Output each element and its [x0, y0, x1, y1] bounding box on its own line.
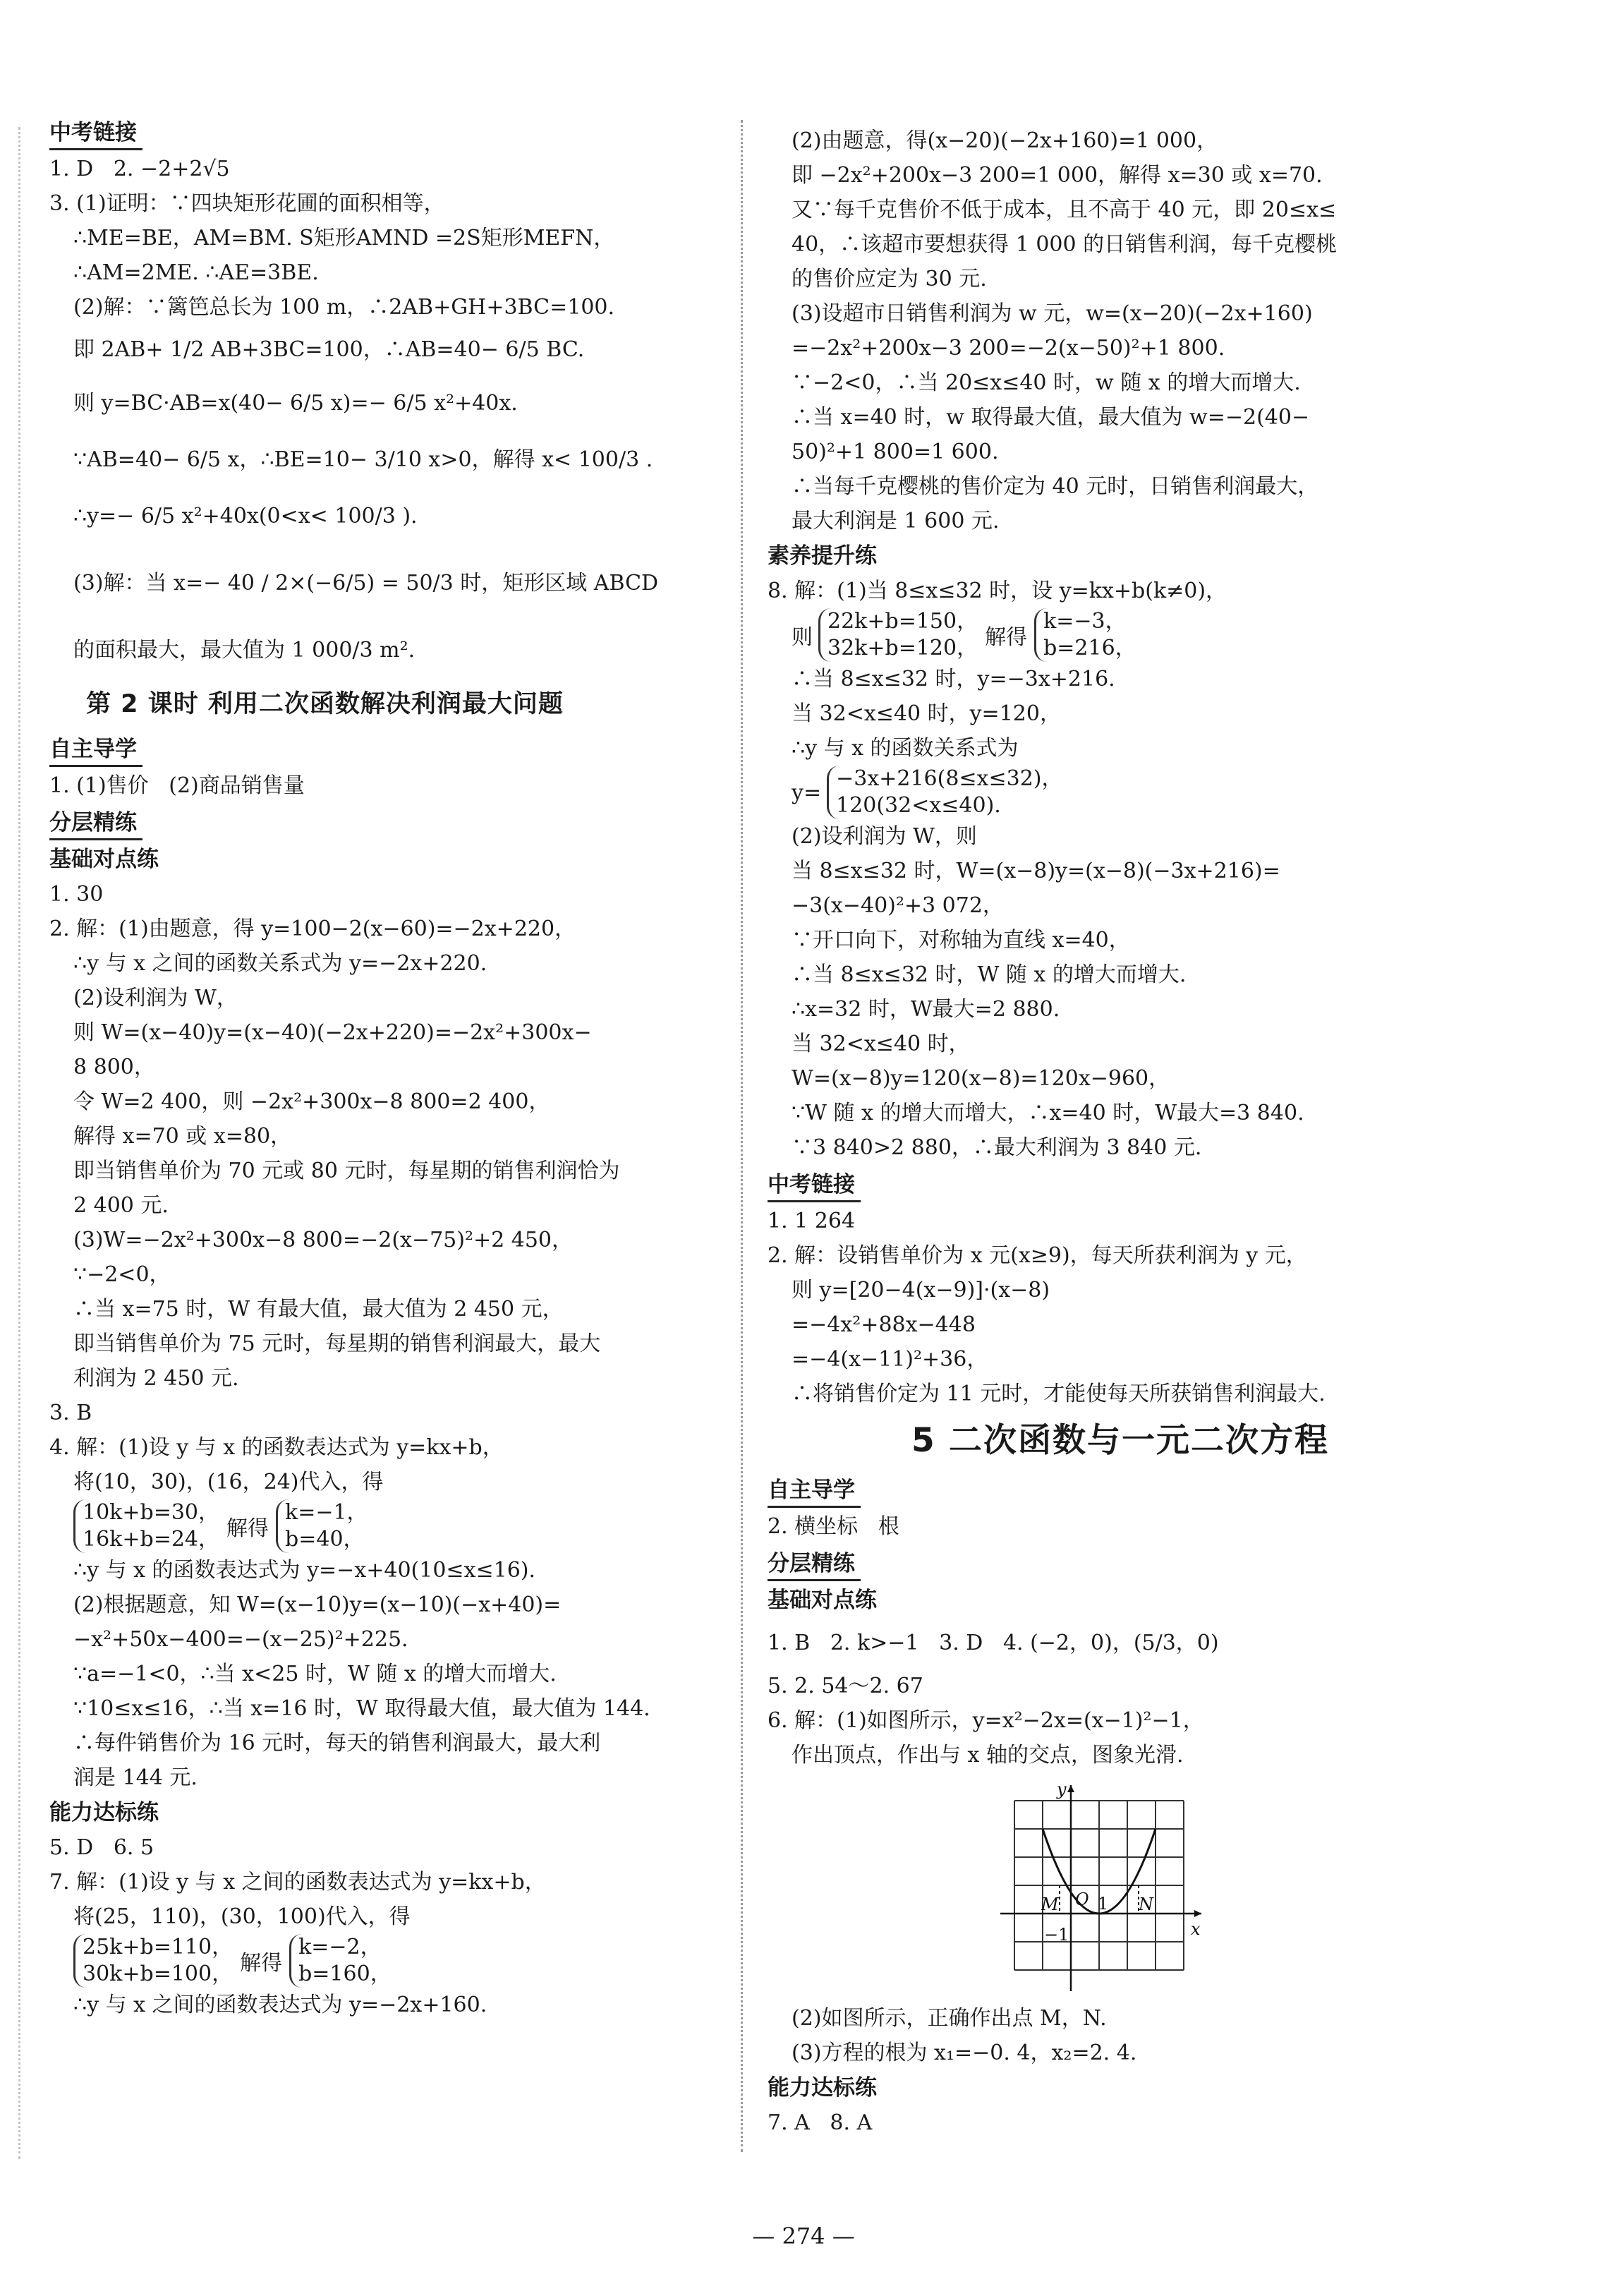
equation: 30k+b=100，: [83, 1962, 234, 1986]
x-axis-label: x: [1191, 1919, 1201, 1939]
text-line: ∴当 8≤x≤32 时，y=−3x+216.: [792, 667, 1115, 691]
page-number: — 274 —: [752, 2223, 855, 2249]
heading-nengli: 能力达标练: [49, 1800, 159, 1825]
text-line: (2)设利润为 W，: [73, 986, 238, 1010]
text-line: 即 −2x²+200x−3 200=1 000，解得 x=30 或 x=70.: [792, 163, 1323, 188]
text-line: 的面积最大，最大值为 1 000/3 m².: [73, 638, 416, 663]
text-line: 的售价应定为 30 元.: [792, 267, 987, 291]
text-line: 则 W=(x−40)y=(x−40)(−2x+220)=−2x²+300x−: [73, 1020, 592, 1045]
piecewise-lhs: y=: [792, 780, 822, 805]
piece: −3x+216(8≤x≤32)，: [836, 766, 1063, 791]
text-line: 8 800，: [73, 1055, 155, 1080]
text-line: ∵开口向下，对称轴为直线 x=40，: [792, 928, 1130, 953]
tick-one: 1: [1098, 1894, 1109, 1914]
heading-zhongkao-2: 中考链接: [768, 1169, 861, 1202]
column-divider: [741, 120, 743, 2152]
text-line: 7. A 8. A: [768, 2110, 873, 2135]
text-line: 2. 解：设销售单价为 x 元(x≥9)，每天所获利润为 y 元，: [768, 1243, 1307, 1268]
text-line: 1. D 2. −2+2√5: [49, 157, 230, 181]
text-line: 8. 解：(1)当 8≤x≤32 时，设 y=kx+b(k≠0)，: [768, 579, 1227, 603]
text-line: ∵10≤x≤16，∴当 x=16 时，W 取得最大值，最大值为 144.: [73, 1696, 650, 1721]
text-line: ∴y 与 x 的函数表达式为 y=−x+40(10≤x≤16).: [73, 1558, 536, 1583]
text-line: ∴每件销售价为 16 元时，每天的销售利润最大，最大利: [73, 1731, 601, 1756]
point-m-label: M: [1041, 1895, 1059, 1914]
text-line: (3)设超市日销售利润为 w 元，w=(x−20)(−2x+160): [792, 301, 1313, 326]
text-line: 1. B 2. k>−1 3. D 4. (−2，0)，(5/3，0): [768, 1631, 1219, 1655]
parabola-graph: [1000, 1780, 1212, 1991]
heading-jichu-2: 基础对点练: [768, 1588, 877, 1613]
text-line: (2)如图所示，正确作出点 M，N.: [792, 2006, 1107, 2031]
text-line: ∴y 与 x 的函数关系式为: [792, 736, 1019, 761]
text-line: (2)设利润为 W，则: [792, 824, 977, 849]
origin-label: O: [1075, 1890, 1089, 1909]
text-line: 即 2AB+ 1/2 AB+3BC=100，∴AB=40− 6/5 BC.: [73, 337, 585, 362]
text-line: ∴当 x=40 时，w 取得最大值，最大值为 w=−2(40−: [792, 405, 1310, 430]
lesson-title: 第 2 课时 利用二次函数解决利润最大问题: [86, 690, 564, 718]
text-line: ∵−2<0，∴当 20≤x≤40 时，w 随 x 的增大而增大.: [792, 370, 1301, 395]
text-line: ∴ME=BE，AM=BM. S矩形AMND =2S矩形MEFN，: [73, 226, 615, 250]
text-line: 令 W=2 400，则 −2x²+300x−8 800=2 400，: [73, 1089, 550, 1114]
text-line: ∴y 与 x 之间的函数关系式为 y=−2x+220.: [73, 951, 487, 976]
text-line: (3)解：当 x=− 40 / 2×(−6/5) = 50/3 时，矩形区域 ABCD: [73, 571, 659, 596]
equation-system: [768, 608, 1473, 662]
then-word: 则: [792, 625, 813, 650]
text-line: 40，∴该超市要想获得 1 000 的日销售利润，每千克樱桃: [792, 232, 1338, 257]
system-left: [73, 1499, 219, 1553]
margin-dotted-line: [18, 127, 20, 2159]
text-line: 2 400 元.: [73, 1193, 169, 1218]
text-line: 当 32<x≤40 时，: [792, 1032, 970, 1056]
heading-zizhu: 自主导学: [49, 734, 142, 767]
equation: 22k+b=150，: [827, 609, 978, 634]
equation: 10k+b=30，: [83, 1500, 220, 1525]
text-line: 又∵每千克售价不低于成本，且不高于 40 元，即 20≤x≤: [792, 198, 1337, 222]
equation: k=−1，: [285, 1500, 368, 1525]
text-line: ∵a=−1<0，∴当 x<25 时，W 随 x 的增大而增大.: [73, 1662, 557, 1686]
text-line: 2. 解：(1)由题意，得 y=100−2(x−60)=−2x+220，: [49, 917, 576, 941]
heading-jichu: 基础对点练: [49, 847, 159, 872]
piecewise-brace: [827, 766, 1062, 819]
system-right: [289, 1934, 392, 1988]
text-line: ∴将销售价定为 11 元时，才能使每天所获销售利润最大.: [792, 1382, 1326, 1406]
text-line: 5. 2. 54～2. 67: [768, 1674, 923, 1698]
equation: 16k+b=24，: [83, 1527, 220, 1552]
text-line: 作出顶点，作出与 x 轴的交点，图象光滑.: [792, 1743, 1184, 1768]
equation-system: [49, 1499, 727, 1553]
equation: b=160，: [298, 1962, 392, 1986]
text-line: =−4(x−11)²+36，: [792, 1347, 988, 1372]
text-line: ∴当 x=75 时，W 有最大值，最大值为 2 450 元，: [73, 1297, 564, 1322]
text-line: =−2x²+200x−3 200=−2(x−50)²+1 800.: [792, 336, 1225, 361]
text-line: W=(x−8)y=120(x−8)=120x−960，: [792, 1066, 1170, 1091]
equation-system: [49, 1934, 727, 1988]
heading-zhongkao: 中考链接: [49, 117, 142, 150]
text-line: ∴x=32 时，W最大=2 880.: [792, 997, 1060, 1022]
text-line: ∴AM=2ME. ∴AE=3BE.: [73, 260, 319, 285]
section-title: 5 二次函数与一元二次方程: [911, 1421, 1330, 1460]
y-axis-arrow: [1067, 1785, 1074, 1792]
text-line: 50)²+1 800=1 600.: [792, 440, 999, 464]
text-line: 6. 解：(1)如图所示，y=x²−2x=(x−1)²−1，: [768, 1708, 1204, 1733]
text-line: (2)由题意，得(x−20)(−2x+160)=1 000，: [792, 128, 1218, 153]
heading-fenceng-2: 分层精练: [768, 1548, 861, 1581]
text-line: 7. 解：(1)设 y 与 x 之间的函数表达式为 y=kx+b，: [49, 1870, 546, 1895]
text-line: 4. 解：(1)设 y 与 x 的函数表达式为 y=kx+b，: [49, 1435, 504, 1460]
system-right: [276, 1499, 368, 1553]
heading-nengli-2: 能力达标练: [768, 2075, 877, 2101]
text-line: ∴当 8≤x≤32 时，W 随 x 的增大而增大.: [792, 962, 1187, 987]
text-line: 3. (1)证明：∵四块矩形花圃的面积相等，: [49, 191, 445, 216]
text-line: (2)解：∵篱笆总长为 100 m，∴2AB+GH+3BC=100.: [73, 295, 615, 320]
y-axis-label: y: [1057, 1780, 1067, 1799]
text-line: 3. B: [49, 1401, 92, 1425]
text-line: 即当销售单价为 70 元或 80 元时，每星期的销售利润恰为: [73, 1159, 620, 1183]
solve-word: 解得: [240, 1951, 283, 1976]
text-line: 5. D 6. 5: [49, 1835, 154, 1860]
piece: 120(32<x≤40).: [836, 793, 1001, 818]
text-line: ∵AB=40− 6/5 x，∴BE=10− 3/10 x>0，解得 x< 100/3 .: [73, 447, 653, 472]
system-right: [1034, 608, 1136, 662]
text-line: 1. (1)售价 (2)商品销售量: [49, 773, 305, 798]
solve-word: 解得: [226, 1516, 269, 1541]
text-line: 1. 30: [49, 882, 104, 907]
text-line: 即当销售单价为 75 元时，每星期的销售利润最大，最大: [73, 1331, 601, 1356]
text-line: ∵W 随 x 的增大而增大，∴x=40 时，W最大=3 840.: [792, 1101, 1304, 1125]
text-line: −3(x−40)²+3 072，: [792, 893, 1004, 918]
solve-word: 解得: [985, 625, 1028, 650]
text-line: (3)W=−2x²+300x−8 800=−2(x−75)²+2 450，: [73, 1228, 574, 1252]
point-n-label: N: [1139, 1895, 1153, 1914]
text-line: 将(25，110)，(30，100)代入，得: [73, 1904, 411, 1929]
text-line: 1. 1 264: [768, 1209, 856, 1233]
text-line: (2)根据题意，知 W=(x−10)y=(x−10)(−x+40)=: [73, 1593, 562, 1617]
equation: k=−3，: [1043, 609, 1127, 634]
text-line: ∴y 与 x 之间的函数表达式为 y=−2x+160.: [73, 1993, 487, 2017]
equation: b=40，: [285, 1527, 365, 1552]
equation: b=216，: [1043, 636, 1136, 660]
text-line: 则 y=[20−4(x−9)]·(x−8): [792, 1278, 1050, 1303]
text-line: 当 32<x≤40 时，y=120，: [792, 701, 1061, 726]
text-line: 最大利润是 1 600 元.: [792, 509, 1000, 533]
system-left: [818, 608, 978, 662]
text-line: ∴当每千克樱桃的售价定为 40 元时，日销售利润最大，: [792, 474, 1319, 499]
text-line: ∴y=− 6/5 x²+40x(0<x< 100/3 ).: [73, 504, 418, 528]
x-axis-arrow: [1194, 1910, 1201, 1917]
left-column: [49, 113, 727, 2022]
text-line: −x²+50x−400=−(x−25)²+225.: [73, 1627, 408, 1652]
heading-suyang: 素养提升练: [768, 543, 877, 569]
heading-fenceng: 分层精练: [49, 807, 142, 840]
text-line: =−4x²+88x−448: [792, 1312, 976, 1337]
text-line: 2. 横坐标 根: [768, 1514, 899, 1539]
text-line: 当 8≤x≤32 时，W=(x−8)y=(x−8)(−3x+216)=: [792, 859, 1280, 883]
equation: k=−2，: [298, 1935, 382, 1959]
text-line: ∵−2<0，: [73, 1262, 171, 1287]
system-left: [73, 1934, 233, 1988]
text-line: ∵3 840>2 880，∴最大利润为 3 840 元.: [792, 1135, 1202, 1160]
text-line: 则 y=BC·AB=x(40− 6/5 x)=− 6/5 x²+40x.: [73, 391, 518, 416]
text-line: (3)方程的根为 x₁=−0. 4，x₂=2. 4.: [792, 2041, 1137, 2065]
text-line: 利润为 2 450 元.: [73, 1366, 239, 1391]
text-line: 解得 x=70 或 x=80，: [73, 1124, 292, 1149]
heading-zizhu-2: 自主导学: [768, 1475, 861, 1508]
right-column: [768, 123, 1473, 2140]
text-line: 润是 144 元.: [73, 1765, 198, 1790]
equation: 25k+b=110，: [83, 1935, 234, 1959]
equation: 32k+b=120，: [827, 636, 978, 660]
grid-lines: [1014, 1801, 1184, 1970]
piecewise-function: [768, 766, 1473, 819]
text-line: 将(10，30)，(16，24)代入，得: [73, 1470, 384, 1494]
tick-neg-one: −1: [1044, 1925, 1069, 1945]
